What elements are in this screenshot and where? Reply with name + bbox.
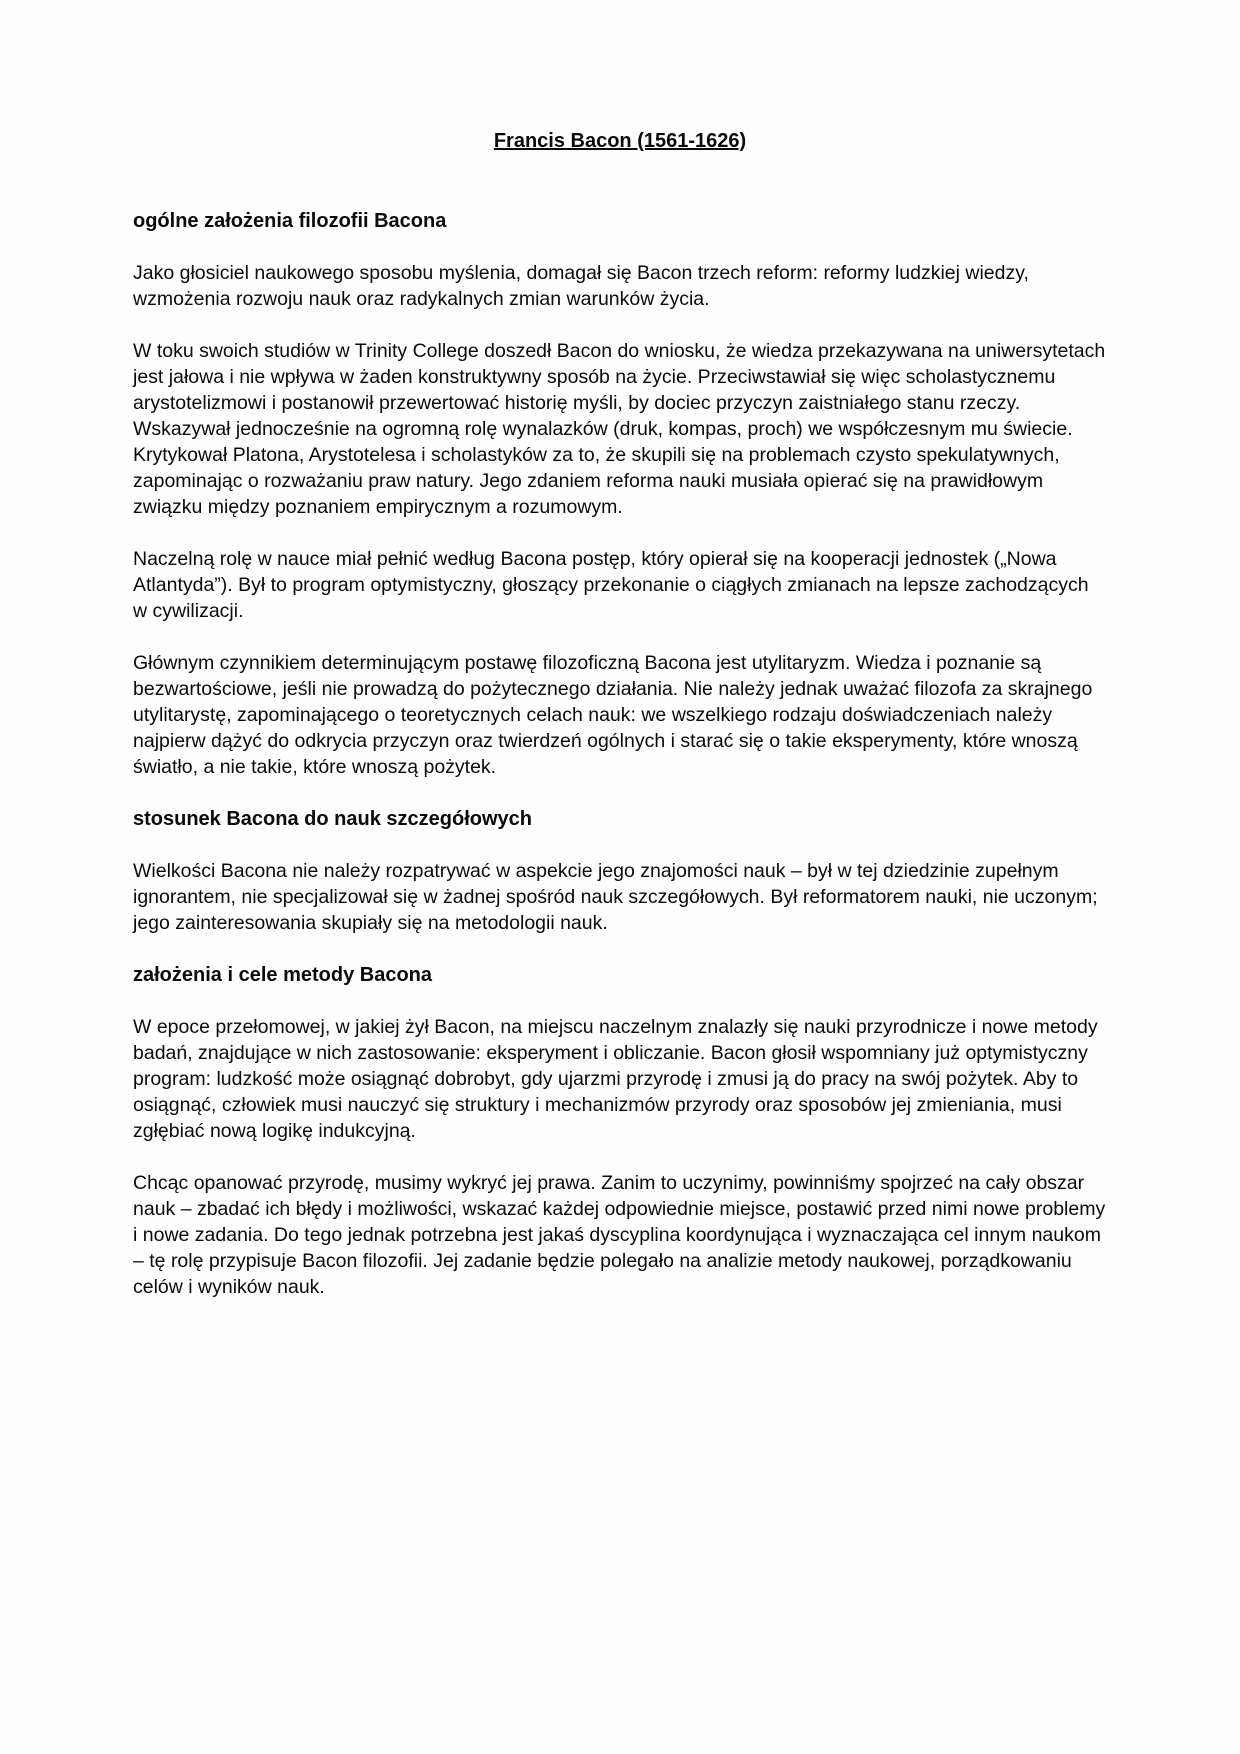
section-general-assumptions bbox=[133, 208, 1107, 780]
section-attitude-to-sciences bbox=[133, 806, 1107, 936]
paragraph: Głównym czynnikiem determinującym postawę filozoficzną Bacona jest utylitaryzm. Wiedza i poznanie są bezwartościowe, jeśli nie prowadzą do pożytecznego działania. Nie należy jednak uważać filozofa za skrajnego utylitarystę, zapominającego o teoretycznych celach nauk: we wszelkiego rodzaju doświadczeniach należy najpierw dążyć do odkrycia przyczyn oraz twierdzeń ogólnych i starać się o takie eksperymenty, które wnoszą światło, a nie takie, które wnoszą pożytek. bbox=[133, 652, 1093, 778]
paragraph: W toku swoich studiów w Trinity College doszedł Bacon do wniosku, że wiedza przekazywana na uniwersytetach jest jałowa i nie wpływa w żaden konstruktywny sposób na życie. Przeciwstawiał się więc scholastycznemu arystotelizmowi i postanowił przewertować historię myśli, by dociec przyczyn zaistniałego stanu rzeczy. Wskazywał jednocześnie na ogromną rolę wynalazków (druk, kompas, proch) we współczesnym mu świecie. Krytykował Platona, Arystotelesa i scholastyków za to, że skupili się na problemach czysto spekulatywnych, zapominając o rozważaniu praw natury. Jego zdaniem reforma nauki musiała opierać się na prawidłowym związku między poznaniem empirycznym a rozumowym. bbox=[133, 340, 1106, 518]
paragraph: Wielkości Bacona nie należy rozpatrywać w aspekcie jego znajomości nauk – był w tej dziedzinie zupełnym ignorantem, nie specjalizował się w żadnej spośród nauk szczegółowych. Był reformatorem nauki, nie uczonym; jego zainteresowania skupiały się na metodologii nauk. bbox=[133, 860, 1098, 934]
section-heading: ogólne założenia filozofii Bacona bbox=[133, 210, 447, 232]
paragraph: Naczelną rolę w nauce miał pełnić według Bacona postęp, który opierał się na kooperacji jednostek („Nowa Atlantyda”). Był to program optymistyczny, głoszący przekonanie o ciągłych zmianach na lepsze zachodzących w cywilizacji. bbox=[133, 548, 1089, 622]
section-heading: stosunek Bacona do nauk szczegółowych bbox=[133, 808, 532, 830]
paragraph: Chcąc opanować przyrodę, musimy wykryć jej prawa. Zanim to uczynimy, powinniśmy spojrzeć na cały obszar nauk – zbadać ich błędy i możliwości, wskazać każdej odpowiednie miejsce, postawić przed nimi nowe problemy i nowe zadania. Do tego jednak potrzebna jest jakaś dyscyplina koordynująca i wyznaczająca cel innym naukom – tę rolę przypisuje Bacon filozofii. Jej zadanie będzie polegało na analizie metody naukowej, porządkowaniu celów i wyników nauk. bbox=[133, 1172, 1106, 1298]
paragraph: W epoce przełomowej, w jakiej żył Bacon, na miejscu naczelnym znalazły się nauki przyrodnicze i nowe metody badań, znajdujące w nich zastosowanie: eksperyment i obliczanie. Bacon głosił wspomniany już optymistyczny program: ludzkość może osiągnąć dobrobyt, gdy ujarzmi przyrodę i zmusi ją do pracy na swój pożytek. Aby to osiągnąć, człowiek musi nauczyć się struktury i mechanizmów przyrody oraz sposobów jej zmieniania, musi zgłębiać nową logikę indukcyjną. bbox=[133, 1016, 1098, 1142]
section-method-goals bbox=[133, 962, 1107, 1300]
paragraph: Jako głosiciel naukowego sposobu myślenia, domagał się Bacon trzech reform: reformy ludzkiej wiedzy, wzmożenia rozwoju nauk oraz radykalnych zmian warunków życia. bbox=[133, 262, 1029, 310]
document-title: Francis Bacon (1561-1626) bbox=[493, 130, 747, 152]
section-heading: założenia i cele metody Bacona bbox=[133, 964, 432, 986]
